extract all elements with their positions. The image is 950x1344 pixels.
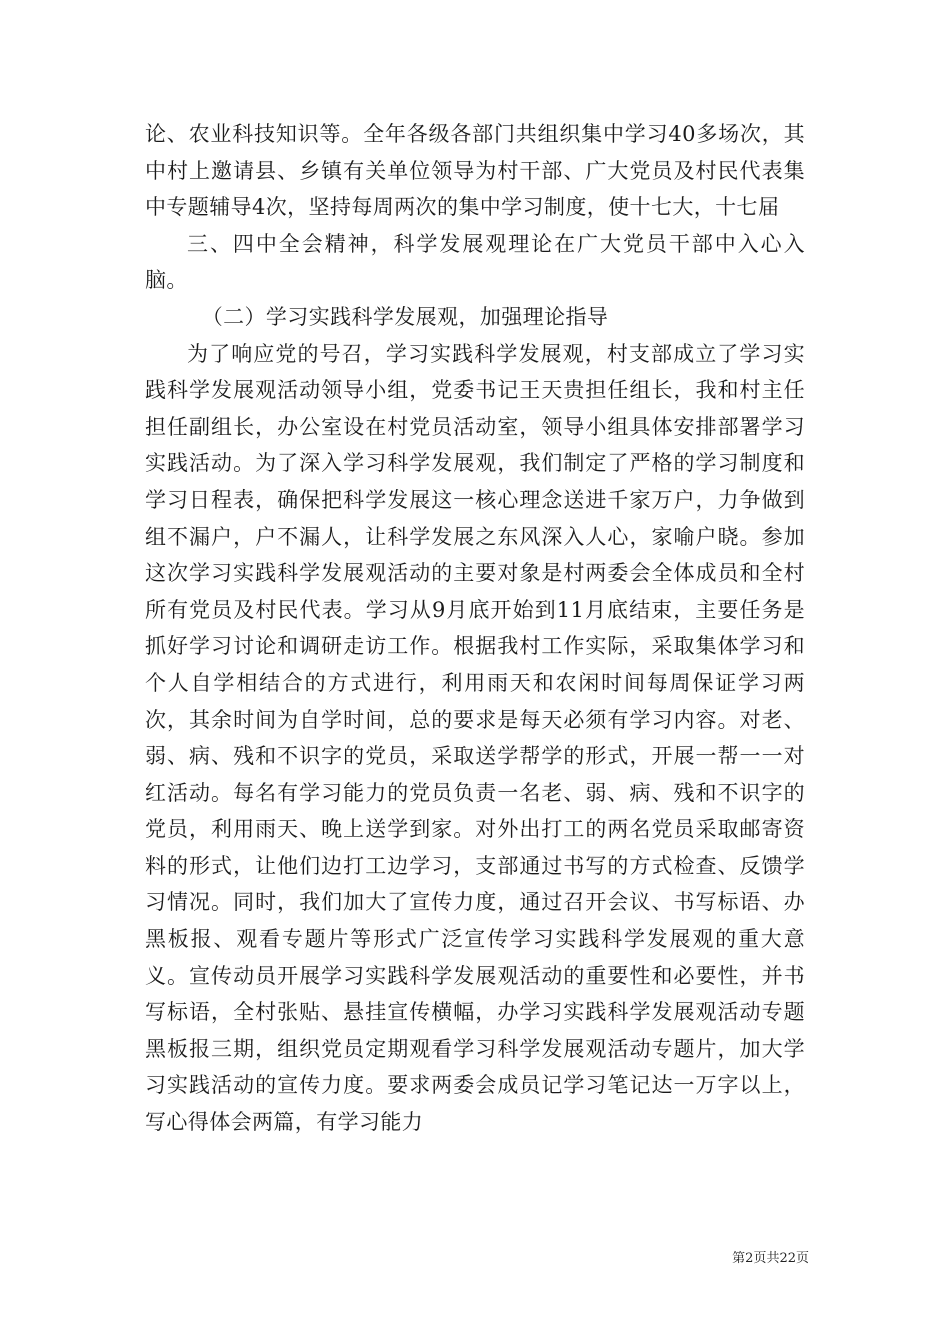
page-number-footer: 第2页共22页 [732, 1251, 809, 1266]
document-body [145, 116, 805, 1141]
paragraph-continuation: 论、农业科技知识等。全年各级各部门共组织集中学习40多场次，其中村上邀请县、乡镇有关单位领导为村干部、广大党员及村民代表集中专题辅导4次，坚持每周两次的集中学习制度，使十七大，十七届 [145, 122, 805, 220]
section-heading: （二）学习实践科学发展观，加强理论指导 [201, 304, 609, 329]
paragraph-main: 为了响应党的号召，学习实践科学发展观，村支部成立了学习实践科学发展观活动领导小组，党委书记王天贵担任组长，我和村主任担任副组长，办公室设在村党员活动室，领导小组具体安排部署学习实践活动。为了深入学习科学发展观，我们制定了严格的学习制度和学习日程表，确保把科学发展这一核心理念送进千家万户，力争做到组不漏户，户不漏人，让科学发展之东风深入人心，家喻户晓。参加这次学习实践科学发展观活动的主要对象是村两委会全体成员和全村所有党员及村民代表。学习从9月底开始到11月底结束，主要任务是抓好学习讨论和调研走访工作。根据我村工作实际，采取集体学习和个人自学相结合的方式进行，利用雨天和农闲时间每周保证学习两次，其余时间为自学时间，总的要求是每天必须有学习内容。对老、弱、病、残和不识字的党员，采取送学帮学的形式，开展一帮一一对红活动。每名有学习能力的党员负责一名老、弱、病、残和不识字的党员，利用雨天、晚上送学到家。对外出打工的两名党员采取邮寄资料的形式，让他们边打工边学习，支部通过书写的方式检查、反馈学习情况。同时，我们加大了宣传力度，通过召开会议、书写标语、办黑板报、观看专题片等形式广泛宣传学习实践科学发展观的重大意义。宣传动员开展学习实践科学发展观活动的重要性和必要性，并书写标语，全村张贴、悬挂宣传横幅，办学习实践科学发展观活动专题黑板报三期，组织党员定期观看学习科学发展观活动专题片，加大学习实践活动的宣传力度。要求两委会成员记学习笔记达一万字以上，写心得体会两篇，有学习能力 [145, 341, 805, 1135]
paragraph-session-spirit: 三、四中全会精神，科学发展观理论在广大党员干部中入心入脑。 [145, 231, 805, 293]
